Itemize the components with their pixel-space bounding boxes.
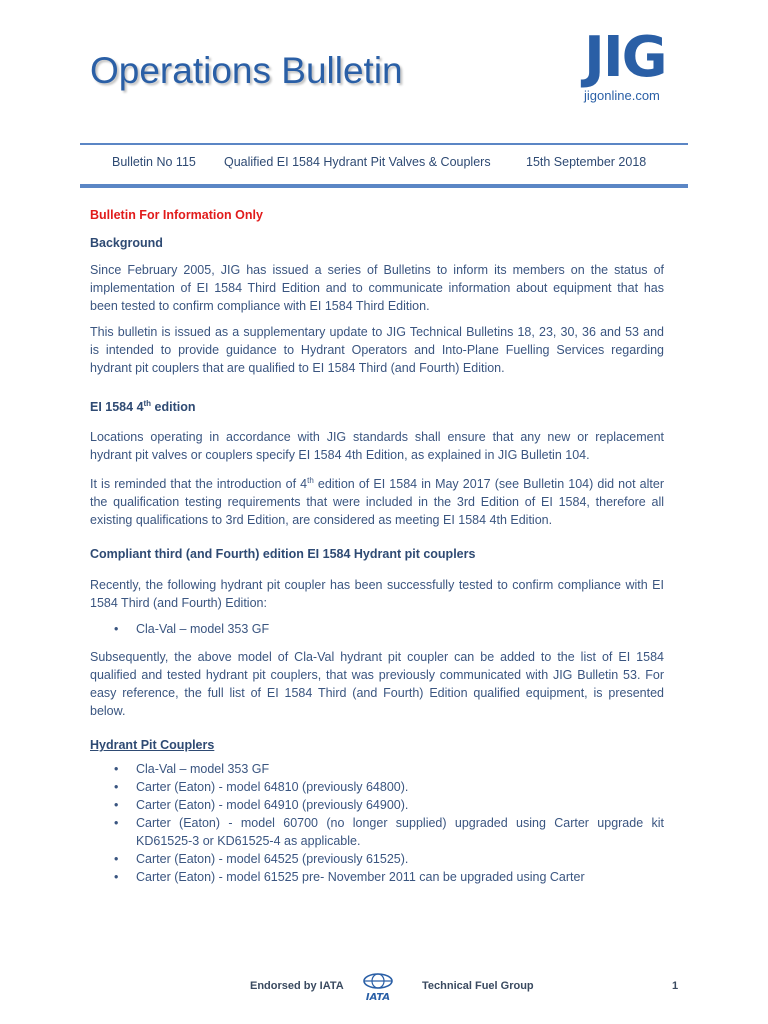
paragraph-requirement: Locations operating in accordance with JIG standards shall ensure that any new or replacement hydrant pit valves or couplers specify EI 1584 4th Edition, as explained in JIG Bulletin 104. [90,430,664,463]
ei-4th-edition-heading [90,395,664,416]
ei-heading-suffix: edition [151,400,196,415]
new-coupler-list [90,620,664,638]
header-divider-bottom [80,184,688,188]
header-divider-top [80,143,688,145]
ei-heading-text: EI 1584 4 [90,400,144,415]
reminder-sup: th [307,476,314,486]
ei-heading-sup: th [143,399,152,408]
list-item: • Carter (Eaton) - model 61525 pre- November 2011 can be upgraded using Carter [90,868,664,886]
list-item: • Carter (Eaton) - model 60700 (no longer supplied) upgraded using Carter upgrade kit KD61525-3 or KD61525-4 as applicable. [90,814,664,850]
paragraph-recent-test: Recently, the following hydrant pit coupler has been successfully tested to confirm compliance with EI 1584 Third (and Fourth) Edition: [90,578,664,611]
bulletin-number: Bulletin No 115 [112,155,196,169]
jig-logo-mark: JIG [584,25,666,90]
paragraph-purpose: This bulletin is issued as a supplementary update to JIG Technical Bulletins 18, 23, 30, 36 and 53 and is intended to provide guidance to Hydrant Operators and Into-Plane Fuelling Services regarding hydrant pit couplers that are qualified to EI 1584 Third (and Fourth) Edition. [90,325,664,375]
jig-logo [584,25,684,103]
paragraph-history: Since February 2005, JIG has issued a series of Bulletins to inform its members on the status of implementation of EI 1584 Third Edition and to communicate information about equipment that has been tested to confirm compliance with EI 1584 Third Edition. [90,263,664,313]
page-title: Operations Bulletin [90,50,403,91]
endorsed-by-text: Endorsed by IATA [250,980,344,992]
background-heading: Background [90,236,163,250]
iata-logo-text: IATA [365,992,391,1002]
bulletin-subject: Qualified EI 1584 Hydrant Pit Valves & Couplers [224,155,491,169]
reminder-text-end: edition of EI 1584 in May 2017 (see Bulletin 104) did not alter the qualification testing requirements that were included in the 3rd Edition of EI 1584, therefore all existing qualifications to 3rd Edition, are considered as meeting EI 1584 4th Edition. [90,477,664,528]
paragraph-reminder [90,472,664,529]
bulletin-date: 15th September 2018 [526,155,647,169]
bulletin-info-bar [0,155,768,173]
page-number: 1 [672,980,679,992]
hydrant-pit-couplers-heading: Hydrant Pit Couplers [90,738,215,753]
group-name: Technical Fuel Group [422,980,534,992]
iata-logo-icon [358,972,398,1002]
list-item: • Cla-Val – model 353 GF [90,760,664,778]
page-footer [0,972,768,1002]
paragraph-list-update: Subsequently, the above model of Cla-Val hydrant pit coupler can be added to the list of EI 1584 qualified and tested hydrant pit couplers, that was previously communicated with JIG Bulletin 53. For easy reference, the full list of EI 1584 Third (and Fourth) Edition qualified equipment, is presented below. [90,650,664,719]
list-item: • Cla-Val – model 353 GF [90,620,664,638]
info-only-notice: Bulletin For Information Only [90,208,263,222]
compliant-couplers-heading: Compliant third (and Fourth) edition EI 1584 Hydrant pit couplers [90,547,476,562]
list-item: • Carter (Eaton) - model 64910 (previously 64900). [90,796,664,814]
bulletin-body [90,206,664,886]
couplers-list [90,760,664,886]
site-link[interactable]: jigonline.com [584,88,660,103]
list-item: • Carter (Eaton) - model 64525 (previously 61525). [90,850,664,868]
reminder-text-start: It is reminded that the introduction of 4 [90,477,308,492]
list-item: • Carter (Eaton) - model 64810 (previously 64800). [90,778,664,796]
